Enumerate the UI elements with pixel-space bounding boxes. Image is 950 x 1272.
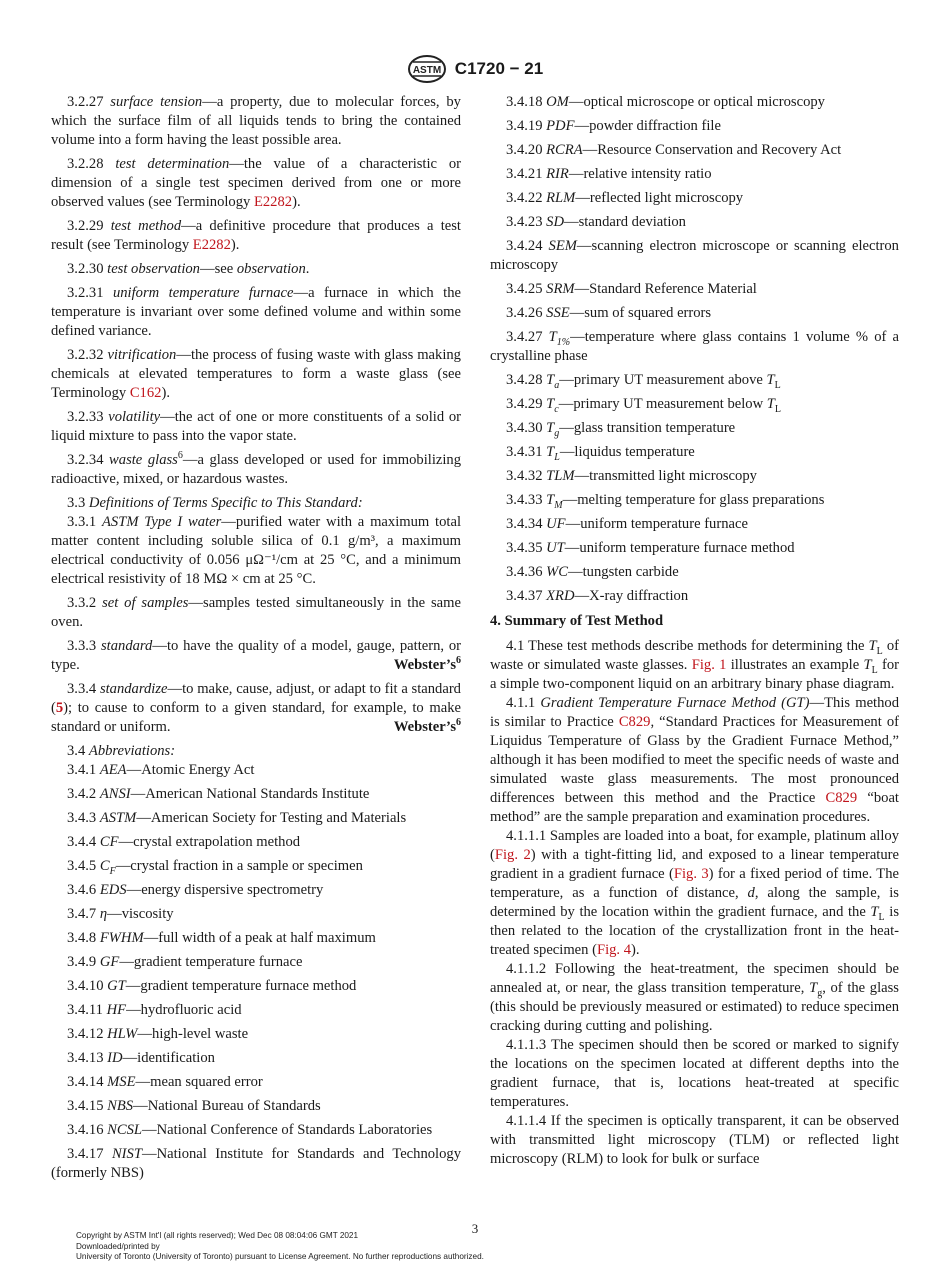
abbr-item: 3.4.9 GF—gradient temperature furnace xyxy=(67,954,303,970)
definition-3-2-28: 3.2.28 test determination—the value of a characteristic or dimension of a single test specimen derived from one or more observed values (see Terminology E2282). xyxy=(51,156,461,210)
fig-1-link[interactable]: Fig. 1 xyxy=(691,657,727,673)
ref-c829-link[interactable]: C829 xyxy=(825,790,858,806)
fig-4-link[interactable]: Fig. 4 xyxy=(596,942,632,958)
right-column xyxy=(490,93,899,1169)
ref-e2282-link[interactable]: E2282 xyxy=(253,194,293,210)
definition-3-3-4: 3.3.4 standardize—to make, cause, adjust, or adapt to fit a standard (5); to cause to conform to a given standard, for example, to make standard or uniform. $Webster’s^6$ xyxy=(51,681,461,735)
definition-3-3-3: 3.3.3 standard—to have the quality of a model, gauge, pattern, or type. $Webster’s^6$ xyxy=(51,638,461,673)
paragraph-4-1-1: 4.1.1 Gradient Temperature Furnace Method (GT)—This method is similar to Practice C829, “Standard Practices for Measurement of Liquidus Temperature of Glass by the Gradient Furnace Method,” although it has been modified to meet the specific needs of waste and simulated waste glass measurements. The most pronounced differences between this method and the Practice C829 “boat method” are the sample preparation and examination procedures. xyxy=(490,695,899,825)
abbr-item: 3.4.21 RIR—relative intensity ratio xyxy=(506,166,712,182)
definition-3-2-29: 3.2.29 test method—a definitive procedure that produces a test result (see Terminology E2282). xyxy=(51,218,461,253)
abbr-item: 3.4.32 TLM—transmitted light microscopy xyxy=(506,468,757,484)
standard-designation: C1720 − 21 xyxy=(454,59,544,78)
abbr-item: 3.4.35 UT—uniform temperature furnace method xyxy=(506,540,795,556)
abbr-item: 3.4.24 SEM—scanning electron microscope or scanning electron microscopy xyxy=(490,238,899,273)
section-3-3-heading: 3.3 Definitions of Terms Specific to This Standard: xyxy=(67,495,363,511)
paragraph-4-1-1-4: 4.1.1.4 If the specimen is optically transparent, it can be observed with transmitted light microscopy (TLM) or reflected light microscopy (RLM) to look for bulk or surface xyxy=(490,1113,899,1167)
ref-c162-link[interactable]: C162 xyxy=(129,385,162,401)
section-3-4-heading: 3.4 Abbreviations: xyxy=(67,743,176,759)
definition-3-3-2: 3.3.2 set of samples—samples tested simultaneously in the same oven. xyxy=(51,595,461,630)
abbr-item: 3.4.31 $T_L—liquidus$ temperature xyxy=(506,444,695,463)
abbr-item: 3.4.29 $T_c—primary$ UT measurement below $T_L$ xyxy=(506,396,781,415)
abbr-item: 3.4.14 MSE—mean squared error xyxy=(67,1074,263,1090)
left-column xyxy=(51,93,461,1188)
abbr-item: 3.4.6 EDS—energy dispersive spectrometry xyxy=(67,882,324,898)
abbr-item: 3.4.11 HF—hydrofluoric acid xyxy=(67,1002,242,1018)
abbr-item: 3.4.13 ID—identification xyxy=(67,1050,215,1066)
abbr-item: 3.4.1 AEA—Atomic Energy Act xyxy=(67,762,255,778)
abbr-item: 3.4.30 $T_g—glass$ transition temperature xyxy=(506,420,736,439)
abbr-item: 3.4.25 SRM—Standard Reference Material xyxy=(506,281,757,297)
definition-3-2-31: 3.2.31 uniform temperature furnace—a furnace in which the temperature is invariant over some defined volume and within some defined variance. xyxy=(51,285,461,339)
astm-logo-icon xyxy=(407,54,447,84)
svg-text:ASTM: ASTM xyxy=(412,65,441,76)
abbr-item: 3.4.7 η—viscosity xyxy=(67,906,174,922)
abbr-item: 3.4.36 WC—tungsten carbide xyxy=(506,564,679,580)
download-line: Downloaded/printed by xyxy=(76,1241,160,1251)
copyright-footer xyxy=(76,1231,484,1263)
abbr-item: 3.4.2 ANSI—American National Standards Institute xyxy=(67,786,370,802)
paragraph-4-1-1-1: 4.1.1.1 Samples are loaded into a boat, for example, platinum alloy (Fig. 2) with a tight-fitting lid, and exposed to a linear temperature gradient in a gradient furnace (Fig. 3) for a fixed period of time. The temperature, as a function of distance, d, along the sample, is determined by the location within the gradient furnace, and the $T_L$ is then related to the location of the crystallization front in the heat-treated specimen (Fig. 4). xyxy=(490,828,900,958)
definition-3-2-34: 3.2.34 waste glass$^6$—a glass developed or used for immobilizing radioactive, mixed, or hazardous wastes. xyxy=(51,450,461,487)
abbr-item: 3.4.12 HLW—high-level waste xyxy=(67,1026,249,1042)
abbreviations-list-left xyxy=(51,761,461,1183)
definition-3-3-1: 3.3.1 ASTM Type I water—purified water with a maximum total matter content including soluble silica of 0.1 g/m³, a maximum electrical conductivity of 0.056 μΩ⁻¹/cm at 25 °C, and a minimum electrical resistivity of 18 MΩ × cm at 25 °C. xyxy=(51,514,461,587)
definition-3-2-27: 3.2.27 surface tension—a property, due to molecular forces, by which the surface film of all liquids tends to bring the contained volume into a form having the least possible area. xyxy=(51,94,461,148)
abbr-item: 3.4.15 NBS—National Bureau of Standards xyxy=(67,1098,321,1114)
abbr-item: 3.4.34 UF—uniform temperature furnace xyxy=(506,516,748,532)
abbr-item: 3.4.19 PDF—powder diffraction file xyxy=(506,118,721,134)
definition-3-2-30: 3.2.30 test observation—see observation. xyxy=(67,261,310,277)
abbr-item: 3.4.33 $T_M—melting$ temperature for glass preparations xyxy=(506,492,825,511)
abbr-item: 3.4.16 NCSL—National Conference of Standards Laboratories xyxy=(67,1122,433,1138)
abbr-item: 3.4.3 ASTM—American Society for Testing and Materials xyxy=(67,810,407,826)
page-header xyxy=(0,54,950,84)
definition-3-2-32: 3.2.32 vitrification—the process of fusing waste with glass making chemicals at elevated temperatures to form a waste glass (see Terminology C162). xyxy=(51,347,461,401)
abbr-item: 3.4.22 RLM—reflected light microscopy xyxy=(506,190,744,206)
definition-3-2-33: 3.2.33 volatility—the act of one or more constituents of a solid or liquid mixture to pass into the vapor state. xyxy=(51,409,461,444)
source-citation: $Webster’s^6$ xyxy=(393,717,461,735)
page-number: 3 xyxy=(471,1221,479,1236)
abbr-item: 3.4.37 XRD—X-ray diffraction xyxy=(506,588,689,604)
abbr-item: 3.4.8 FWHM—full width of a peak at half maximum xyxy=(67,930,376,946)
ref-5-link[interactable]: 5 xyxy=(55,700,64,716)
section-4-heading: 4. Summary of Test Method xyxy=(490,613,664,629)
copyright-line: Copyright by ASTM Int'l (all rights reserved); Wed Dec 08 08:04:06 GMT 2021 xyxy=(76,1231,359,1240)
abbr-item: 3.4.23 SD—standard deviation xyxy=(506,214,686,230)
abbr-item: 3.4.28 $T_a—primary$ UT measurement above $T_L$ xyxy=(506,372,781,391)
fig-2-link[interactable]: Fig. 2 xyxy=(494,847,531,863)
paragraph-4-1-1-3: 4.1.1.3 The specimen should then be scored or marked to signify the locations on the specimen located at different depths into the gradient furnace, that is, locations heat-treated at specific temperatures. xyxy=(490,1037,899,1110)
abbr-item: 3.4.17 NIST—National Institute for Standards and Technology (formerly NBS) xyxy=(51,1146,461,1181)
fig-3-link[interactable]: Fig. 3 xyxy=(673,866,709,882)
abbr-item: 3.4.18 OM—optical microscope or optical microscopy xyxy=(506,94,825,110)
source-citation: $Webster’s^6$ xyxy=(393,655,461,673)
abbr-item: 3.4.5 $C_F—crystal$ fraction in a sample or specimen xyxy=(67,858,363,877)
paragraph-4-1: 4.1 These test methods describe methods for determining the $T_L$ of waste or simulated waste glasses. Fig. 1 illustrates an example $T_L$ for a simple two-component liquid on an arbitrary binary phase diagram. xyxy=(490,638,900,692)
abbreviations-list-right xyxy=(490,93,899,606)
abbr-item: 3.4.20 RCRA—Resource Conservation and Recovery Act xyxy=(506,142,842,158)
ref-e2282-link[interactable]: E2282 xyxy=(192,237,231,253)
license-line: University of Toronto (University of Toronto) pursuant to License Agreement. No further reproductions authorized. xyxy=(76,1252,484,1261)
ref-c829-link[interactable]: C829 xyxy=(618,714,651,730)
abbr-item: 3.4.26 SSE—sum of squared errors xyxy=(506,305,712,321)
paragraph-4-1-1-2: 4.1.1.2 Following the heat-treatment, the specimen should be annealed at, or near, the glass transition temperature, $T_g$, of the glass (this should be previously measured or estimated) to reduce specimen cracking during cutting and polishing. xyxy=(490,961,899,1034)
abbr-item: 3.4.4 CF—crystal extrapolation method xyxy=(67,834,301,850)
abbr-item: 3.4.10 GT—gradient temperature furnace method xyxy=(67,978,357,994)
abbr-item: 3.4.27 $T_{1\%}—temperature$ where glass contains 1 volume % of a crystalline phase xyxy=(490,329,899,364)
